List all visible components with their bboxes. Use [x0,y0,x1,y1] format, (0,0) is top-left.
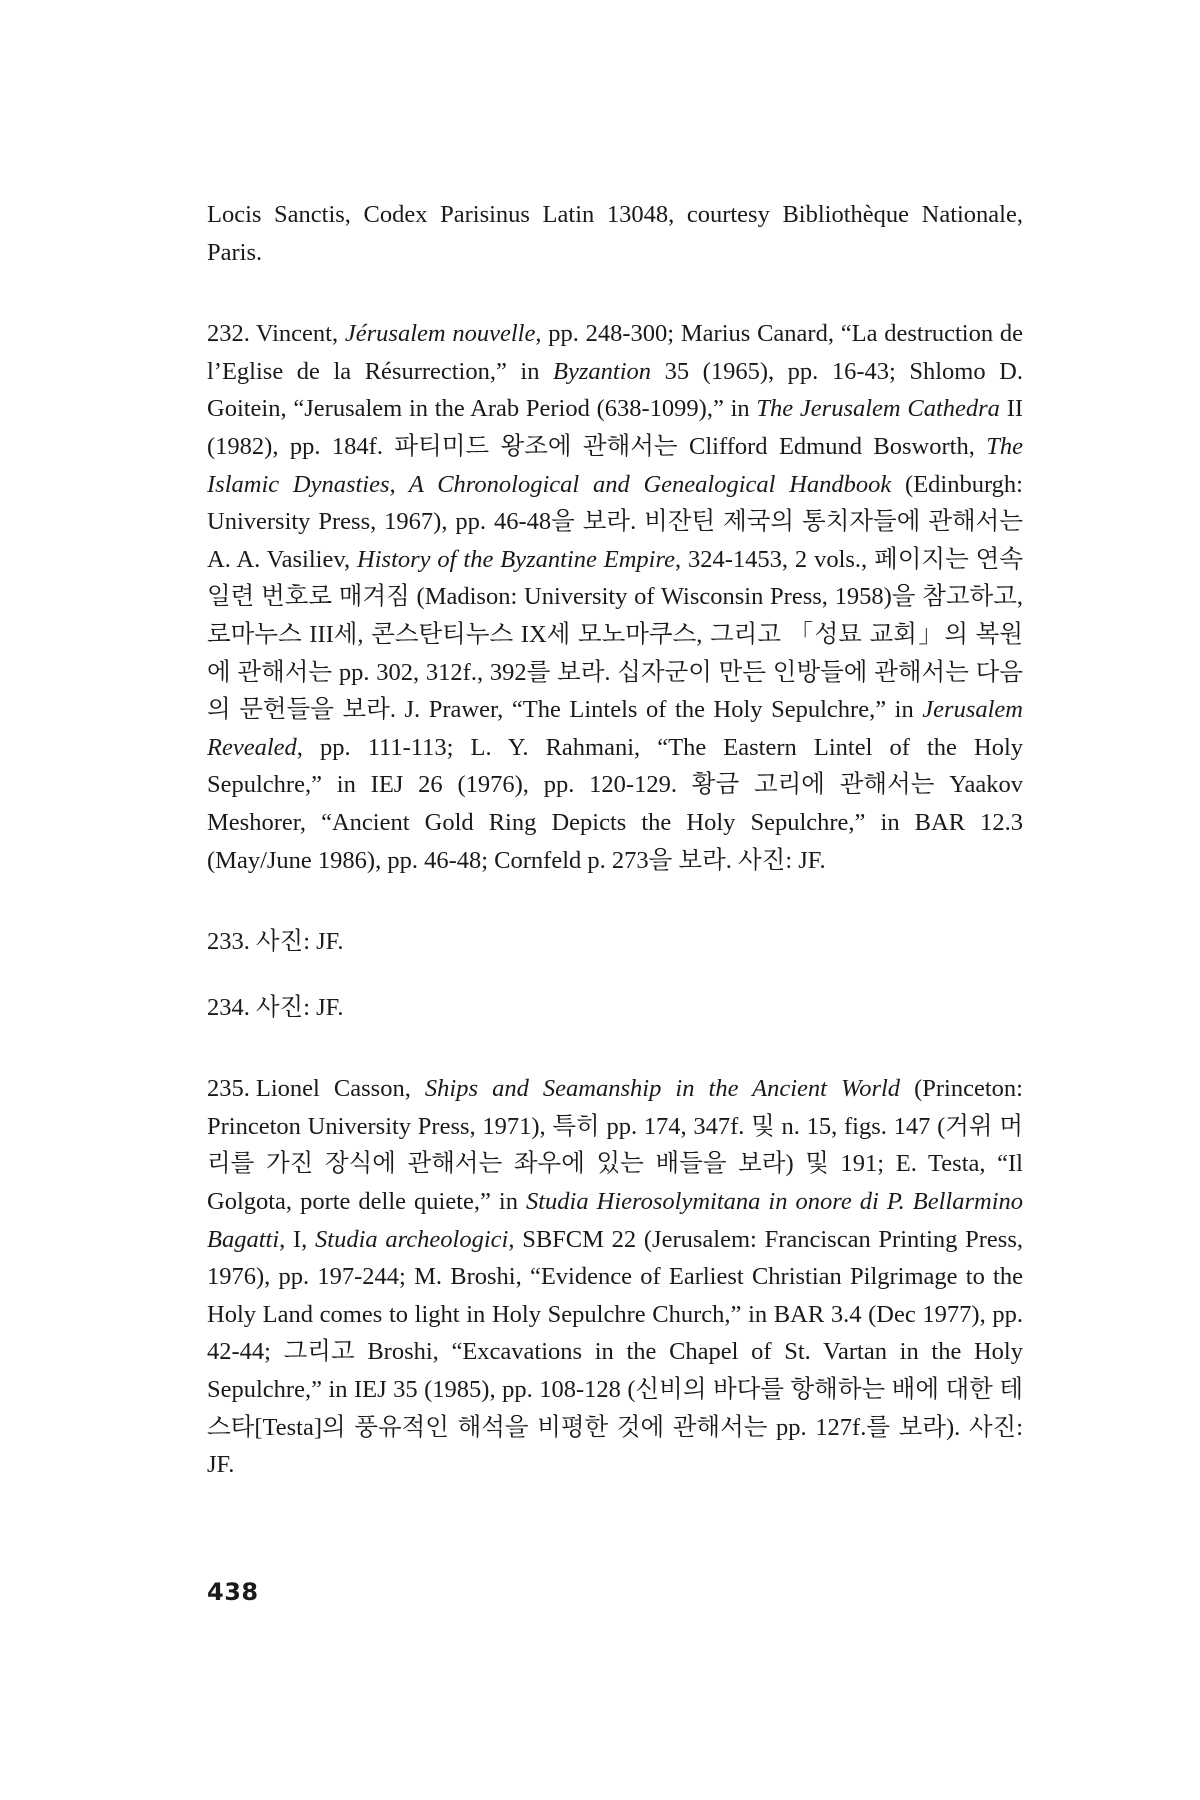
text-run: , 324-1453, 2 vols., 페이지는 연속 일련 번호로 매겨짐 (Madison: University of Wisconsin Press, 1958)을 참고하고, 로마누스 III세, 콘스탄티누스 IX세 모노마쿠스, 그리고 「성묘 교회」의 복원에 관해서는 pp. 302, 312f., 392를 보라. 십자군이 만든 인방들에 관해서는 다음의 문헌들을 보라. J. Prawer, “The Lintels of the Holy Sepulchre,” in [207,545,1023,724]
page-number: 438 [207,1578,259,1606]
text-run: 사진: JF. [255,928,344,956]
text-run: II (1982), pp. 184f. 파티미드 왕조에 관해서는 Clifford Edmund Bosworth, [207,395,1024,460]
note-text [256,994,344,1021]
italic-title: Studia archeologici [315,1225,509,1253]
italic-title: Byzantion [553,357,652,385]
note-number: 235. [207,1075,250,1103]
text-run: 사진: JF. [255,993,344,1021]
note-continuation: Locis Sanctis, Codex Parisinus Latin 13048, courtesy Bibliothèque Nationale, Paris. [207,201,1023,266]
note-number: 232. [207,320,250,348]
text-run: 35 (1965), pp. 16-43; Shlomo D. Goitein, “Jerusalem in the Arab Period (638-1099),” in [207,357,1023,423]
note-text [207,320,1023,873]
notes-body [207,196,1023,1484]
note-number: 233. [207,928,250,956]
note-234 [207,989,1023,1027]
text-run: , pp. 248-300; Marius Canard, “La destruction de l’Eglise de la Résurrection,” in [207,320,1023,385]
italic-title: Studia Hierosolymitana in onore di P. Bellarmino Bagatti [207,1188,1023,1253]
note-text [207,1075,1023,1478]
text-run: Vincent, [255,320,345,348]
italic-title: Ships and Seamanship in the Ancient World [424,1075,901,1103]
text-run: , pp. 111-113; L. Y. Rahmani, “The Eastern Lintel of the Holy Sepulchre,” in IEJ 26 (1976), pp. 120-129. 황금 고리에 관해서는 Yaakov Meshorer, “Ancient Gold Ring Depicts the Holy Sepulchre,” in BAR 12.3 (May/June 1986), pp. 46-48; Cornfeld p. 273을 보라. 사진: JF. [207,733,1023,874]
note-text [256,928,344,955]
italic-title: The Islamic Dynasties, A Chronological and Genealogical Handbook [207,432,1023,498]
italic-title: History of the Byzantine Empire [357,545,675,573]
note-233 [207,923,1023,961]
italic-title: Jérusalem nouvelle [344,320,536,348]
text-run: (Princeton: Princeton University Press, 1971), 특히 pp. 174, 347f. 및 n. 15, figs. 147 (거위 머리를 가진 장식에 관해서는 좌우에 있는 배들을 보라) 및 191; E. Testa, “Il Golgota, porte delle quiete,” in [207,1075,1023,1216]
italic-title: The Jerusalem Cathedra [756,395,1000,423]
note-232 [207,315,1023,879]
italic-title: Jerusalem Revealed [207,696,1023,761]
note-number: 234. [207,993,250,1021]
text-run: Lionel Casson, [255,1075,425,1103]
text-run: , SBFCM 22 (Jerusalem: Franciscan Printing Press, 1976), pp. 197-244; M. Broshi, “Evidence of Earliest Christian Pilgrimage to the Holy Land comes to light in Holy Sepulchre Church,” in BAR 3.4 (Dec 1977), pp. 42-44; 그리고 Broshi, “Excavations in the Chapel of St. Vartan in the Holy Sepulchre,” in IEJ 35 (1985), pp. 108-128 (신비의 바다를 항해하는 배에 대한 테스타[Testa]의 풍유적인 해석을 비평한 것에 관해서는 pp. 127f.를 보라). 사진: JF. [207,1225,1023,1479]
note-235 [207,1070,1023,1484]
text-run: (Edinburgh: University Press, 1967), pp. 46-48을 보라. 비잔틴 제국의 통치자들에 관해서는 A. A. Vasiliev, [207,470,1023,573]
text-run: , I, [279,1225,316,1253]
